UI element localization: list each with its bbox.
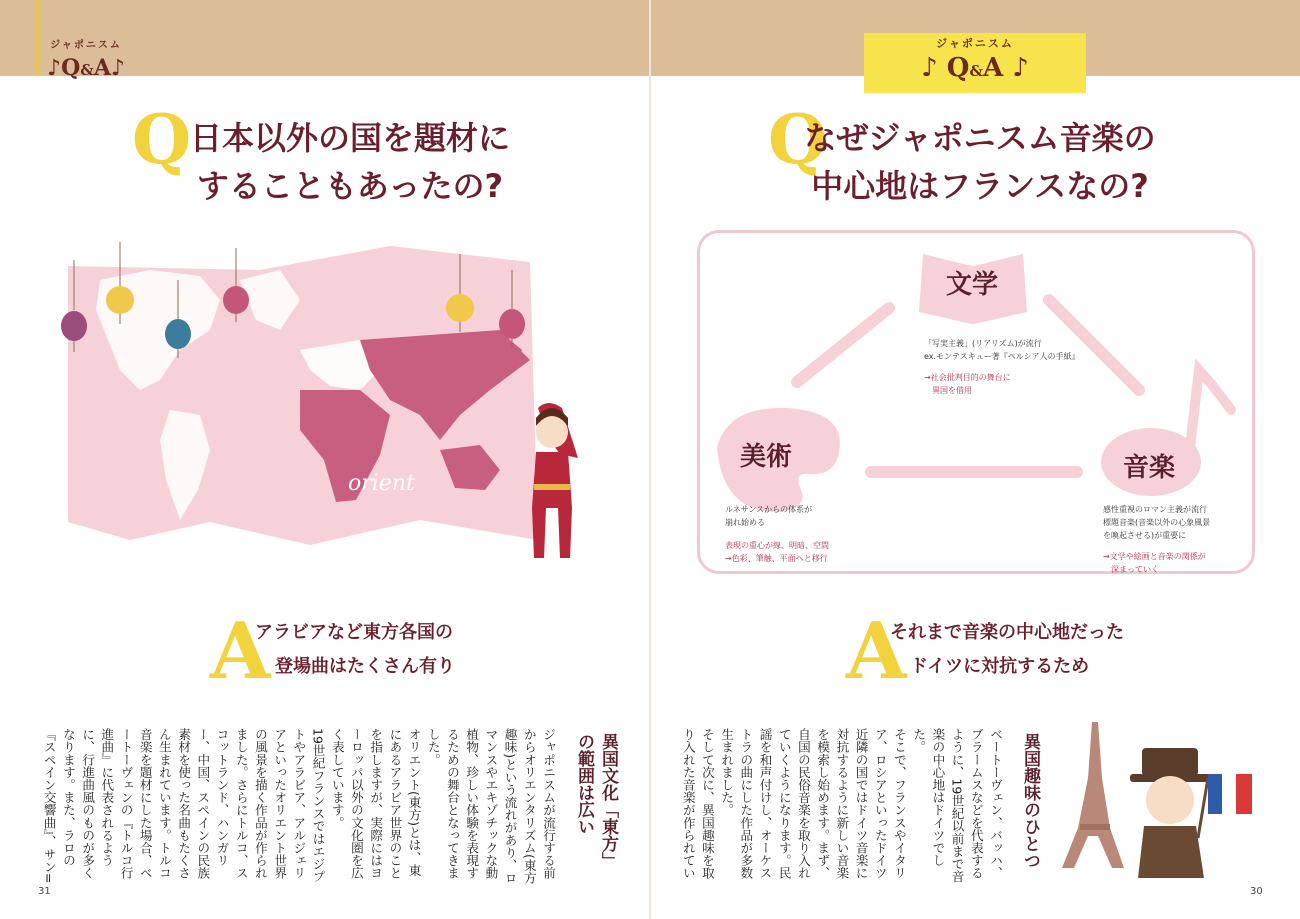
art-label: 美術: [740, 442, 793, 472]
body-line: ったオリエント世界の風景を描: [252, 728, 288, 880]
note-line: →色彩、筆触、平面へと移行: [725, 554, 828, 563]
spacer: [1103, 542, 1253, 550]
answer-line: 登場曲はたくさん有り: [275, 656, 455, 677]
body-line: 19世紀フランスではエジプト: [291, 728, 326, 883]
music-note-icon: ♪: [110, 55, 125, 81]
body-line: れた音楽が作られてい: [680, 753, 696, 880]
badge-title: [864, 51, 1086, 88]
badge-q: Q: [61, 55, 81, 81]
note-line: →社会批判目的の舞台に: [924, 373, 1011, 382]
music-note-text: [1103, 503, 1253, 576]
answer-line: ドイツに対抗するため: [910, 656, 1090, 677]
world-map-illustration: [60, 240, 600, 580]
page-number-right: 30: [1250, 886, 1263, 897]
note-line: 標題音楽(音楽以外の心象風景: [1103, 518, 1211, 527]
corner-badge-left: [36, 36, 136, 87]
note-line: 表現の重心が線、明暗、空間: [725, 541, 829, 550]
body-line: しい体験を表現するための舞: [444, 728, 480, 880]
body-line: ガリー、中国、スペインの民族: [195, 728, 230, 880]
note-line: →文学や絵画と音楽の関係が: [1103, 552, 1206, 561]
body-text-right: [680, 728, 1005, 886]
body-line: ロシアといったドイツ近隣の国で: [853, 728, 888, 880]
badge-q: Q: [946, 53, 970, 83]
answer-mark-left: A: [210, 606, 271, 697]
note-line: 感性重視のロマン主義が流行: [1103, 505, 1207, 514]
answer-line: それまで音楽の中心地だった: [890, 622, 1124, 643]
badge-small-text: ジャポニスム: [50, 40, 122, 51]
spacer: [924, 363, 1124, 371]
note-line: ルネサンスからの体系が: [725, 505, 813, 514]
paris-illustration: [1058, 718, 1258, 878]
question-line: 日本以外の国を題材に: [189, 119, 510, 157]
body-line: やアラビア、アルジェリアとい: [272, 728, 307, 880]
page-number-left: 31: [38, 886, 51, 897]
map-label-orient: orient: [348, 471, 415, 496]
body-line: ツでした。: [911, 728, 946, 867]
badge-amp: &: [969, 62, 983, 80]
question-mark-right: Q: [768, 100, 828, 180]
note-line: 異国を借用: [932, 386, 972, 395]
body-line: オリエント(東方)とは、東: [406, 728, 422, 877]
body-line: ベートーヴェン、バッハ、ブラー: [968, 728, 1003, 880]
connector-art-literature: [797, 308, 889, 382]
body-line: ンスやエキゾチックな動植物、珍: [464, 728, 499, 880]
music-label: 音楽: [1123, 453, 1176, 483]
question-heading-left: [150, 114, 550, 210]
literature-label: 文学: [946, 270, 999, 300]
body-line: れていくようになります。民謡を: [757, 728, 811, 880]
body-line: にあるアラビア世界のことを: [368, 728, 403, 880]
question-line: することもあったの?: [196, 167, 504, 205]
body-line: の『トルコ行進曲』に代表され: [99, 728, 134, 880]
body-line: 紀以前まで音楽の中心地はドイ: [930, 728, 965, 883]
body-line: にトルコ、スコットランド、ハン: [214, 728, 249, 880]
answer-text-right: [890, 616, 1220, 684]
music-note-stem: [1189, 370, 1231, 456]
body-line: くなります。また、ラロの『スペ: [41, 728, 96, 880]
flag-red: [1236, 774, 1252, 814]
flag-blue: [1208, 774, 1222, 814]
music-note-icon: ♪: [921, 53, 938, 83]
dancer-character-illustration: [532, 403, 578, 558]
art-note: [725, 503, 905, 565]
question-heading-right: [780, 114, 1180, 210]
body-text-left: [38, 728, 558, 886]
body-line: ジャポニスムが流行する前から: [521, 728, 556, 880]
body-line: した作品が多数生まれました。: [719, 728, 754, 880]
character-with-flag-illustration: [1130, 748, 1252, 878]
note-line: 崩れ始める: [725, 518, 765, 527]
note-line: 「写実主義」(リアリズム)が流行: [924, 339, 1042, 348]
note-line: 深まっていく: [1111, 565, 1159, 574]
note-line: を喚起させる)が重要に: [1103, 531, 1187, 540]
body-line: イン交響曲』、サン=: [41, 765, 57, 884]
body-line: はドイツ音楽に対抗するように: [834, 728, 869, 880]
spacer: [725, 529, 905, 539]
music-note-icon: ♪: [1012, 53, 1029, 83]
answer-mark-right: A: [846, 606, 907, 697]
body-line: います。: [329, 778, 345, 829]
body-line: るように、行進曲風のものが多: [80, 728, 115, 867]
music-note-icon: ♪: [47, 55, 62, 81]
body-line: 台となってきました。: [425, 728, 460, 880]
note-line: ex.モンテスキュー著『ペルシア人の手紙』: [924, 352, 1080, 361]
body-line: まず、自国の民俗音楽を取り入: [795, 728, 831, 880]
body-line: オリエンタリズム(東方趣味)という流れがあり、ロマ: [483, 728, 537, 885]
answer-line: アラビアなど東方各国の: [255, 622, 453, 643]
question-line: 中心地はフランスなの?: [811, 167, 1149, 205]
eiffel-deck: [1080, 824, 1110, 830]
eiffel-tower-icon: [1062, 722, 1124, 868]
section-title-right: 異国趣味のひとつ: [1020, 733, 1040, 869]
body-line: 和声付けし、オーケストラの曲に: [738, 728, 773, 880]
page-gutter: [649, 0, 651, 919]
literature-note: [924, 337, 1124, 397]
badge-small-text: ジャポニスム: [936, 37, 1014, 50]
body-line: そこで、フランスやイタリア、: [872, 728, 907, 880]
body-line: 素材を使った名曲もたくさん: [156, 728, 192, 880]
body-line: 題材にした場合、ベートーヴェン: [118, 728, 153, 880]
question-mark-left: Q: [132, 100, 192, 180]
corner-badge-right: [864, 33, 1086, 93]
answer-text-left: [255, 616, 575, 684]
body-line: そして次に、異国趣味を取り入: [680, 728, 715, 880]
body-line: 生まれています。トルコ音楽を: [137, 728, 172, 880]
badge-a: A: [93, 55, 111, 81]
badge-title: [36, 51, 136, 87]
body-line: く作品が作られました。さら: [233, 728, 268, 880]
body-line: パ以外の文化圏を広く表して: [329, 728, 364, 880]
badge-a: A: [983, 53, 1004, 83]
section-title-left: 異国文化「東方」の範囲は広い: [574, 733, 618, 869]
body-line: 指しますが、実際にはヨーロッ: [348, 728, 384, 880]
badge-amp: &: [80, 61, 94, 79]
body-line: ムスなどを代表するように、19世: [949, 728, 984, 880]
question-line: なぜジャポニスム音楽の: [804, 119, 1156, 157]
flag-white: [1222, 774, 1236, 814]
body-line: 新しい音楽を模索し始めます。: [815, 728, 850, 880]
